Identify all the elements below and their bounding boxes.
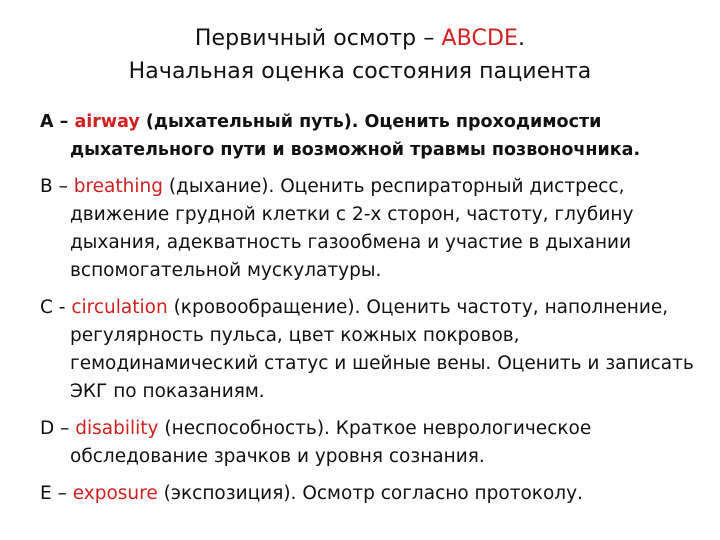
item-term: exposure: [72, 483, 158, 504]
abcde-list: [40, 108, 712, 517]
list-item-airway: [40, 108, 712, 164]
item-description: (дыхательный путь). Оценить проходимости дыхательного пути и возможной травмы позвоночника.: [70, 112, 641, 160]
item-letter: E –: [40, 483, 73, 504]
item-letter: B –: [40, 176, 74, 197]
item-term: breathing: [73, 176, 163, 197]
title-suffix: .: [518, 26, 526, 51]
item-letter: C -: [40, 297, 72, 318]
item-letter: D –: [40, 418, 76, 439]
item-description: (кровообращение). Оценить частоту, наполнение, регулярность пульса, цвет кожных покровов, гемодинамический статус и шейные вены. Оценить и записать ЭКГ по показаниям.: [70, 297, 694, 402]
item-description: (экспозиция). Осмотр согласно протоколу.: [157, 483, 583, 504]
title-line-2: Начальная оценка состояния пациента: [128, 59, 592, 84]
item-term: disability: [75, 418, 159, 439]
item-term: airway: [74, 112, 140, 132]
list-item-circulation: [40, 294, 712, 406]
slide-title: [0, 22, 720, 88]
item-term: circulation: [71, 297, 168, 318]
title-accent: ABCDE: [441, 26, 518, 51]
item-description: (дыхание). Оценить респираторный дистресс, движение грудной клетки с 2-х сторон, частоту, глубину дыхания, адекватность газообмена и участие в дыхании вспомогательной мускулатуры.: [70, 176, 634, 281]
item-description: (неспособность). Краткое неврологическое обследование зрачков и уровня сознания.: [70, 418, 592, 467]
title-prefix: Первичный осмотр –: [194, 26, 442, 51]
list-item-disability: [40, 415, 712, 471]
title-line-1: [0, 22, 720, 55]
item-letter: A –: [40, 112, 75, 132]
list-item-breathing: [40, 173, 712, 285]
list-item-exposure: [40, 480, 712, 508]
